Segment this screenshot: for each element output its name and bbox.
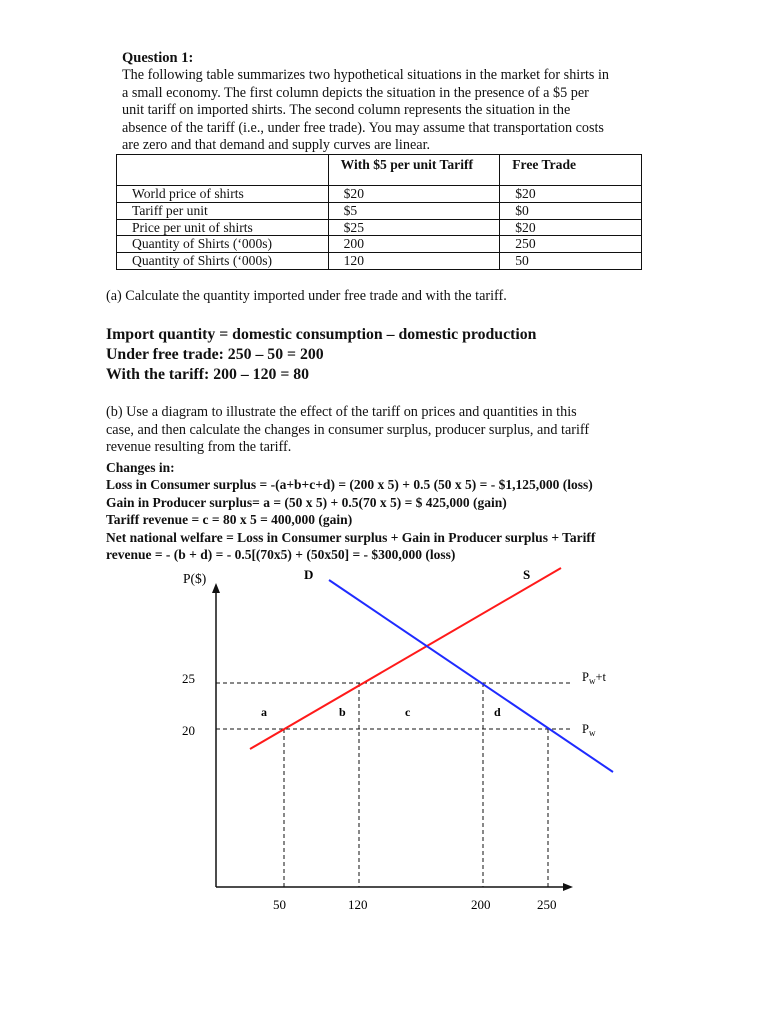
calc-line: Tariff revenue = c = 80 x 5 = 400,000 (gain): [106, 512, 353, 528]
x-tick-200: 200: [471, 897, 491, 912]
world-price-label-main: P: [582, 722, 589, 736]
table-header-tariff: With $5 per unit Tariff: [328, 155, 500, 186]
calc-line: revenue = - (b + d) = - 0.5[(70x5) + (50x50] = - $300,000 (loss): [106, 547, 456, 563]
intro-line: are zero and that demand and supply curves are linear.: [122, 137, 431, 154]
prompt-line: revenue resulting from the tariff.: [106, 439, 292, 456]
prompt-line: case, and then calculate the changes in consumer surplus, producer surplus, and tariff: [106, 421, 590, 438]
intro-line: unit tariff on imported shirts. The second column represents the situation in the: [122, 102, 571, 119]
area-label-b: b: [339, 705, 346, 719]
y-tick-25: 25: [182, 671, 195, 686]
supply-label: S: [523, 567, 531, 582]
tariff-price-label-main: P: [582, 670, 589, 684]
demand-curve: [329, 580, 613, 772]
tariff-price-label-sub: w: [588, 676, 596, 686]
x-tick-50: 50: [273, 897, 286, 912]
table-cell: 250: [500, 236, 642, 253]
x-tick-120: 120: [348, 897, 368, 912]
prompt-line: (b) Use a diagram to illustrate the effect of the tariff on prices and quantities in this: [106, 404, 577, 420]
table-cell: $20: [328, 186, 500, 203]
table-cell: $0: [500, 202, 642, 219]
part-a-prompt: (a) Calculate the quantity imported under free trade and with the tariff.: [106, 288, 507, 304]
calc-line: Net national welfare = Loss in Consumer surplus + Gain in Producer surplus + Tariff: [106, 529, 596, 545]
table-cell: Quantity of Shirts (‘000s): [117, 253, 329, 270]
world-price-label-sub: w: [588, 728, 596, 738]
supply-curve: [250, 568, 561, 749]
question-title: Question 1:: [122, 50, 194, 66]
calc-line: Changes in:: [106, 460, 175, 475]
x-axis-arrow-icon: [563, 883, 573, 891]
table-cell: $20: [500, 219, 642, 236]
tariff-price-label: [582, 670, 607, 686]
table-header-free-trade: Free Trade: [500, 155, 642, 186]
table-cell: $20: [500, 186, 642, 203]
answer-line: With the tariff: 200 – 120 = 80: [106, 366, 310, 383]
calc-line: Gain in Producer surplus= a = (50 x 5) + 0.5(70 x 5) = $ 425,000 (gain): [106, 494, 507, 510]
world-price-label: [582, 722, 596, 738]
answer-line: Under free trade: 250 – 50 = 200: [106, 346, 324, 363]
table-cell: $5: [328, 202, 500, 219]
table-cell: Tariff per unit: [117, 202, 329, 219]
area-label-c: c: [405, 705, 411, 719]
table-cell: $25: [328, 219, 500, 236]
answer-line: Import quantity = domestic consumption – domestic production: [106, 326, 537, 343]
table-cell: 200: [328, 236, 500, 253]
intro-line: a small economy. The first column depicts the situation in the presence of a $5 per: [122, 84, 589, 101]
table-cell: Quantity of Shirts (‘000s): [117, 236, 329, 253]
table-cell: 50: [500, 253, 642, 270]
calc-line: Loss in Consumer surplus = -(a+b+c+d) = (200 x 5) + 0.5 (50 x 5) = - $1,125,000 (loss): [106, 477, 593, 493]
intro-line: The following table summarizes two hypothetical situations in the market for shirts in: [122, 67, 610, 83]
table-cell: World price of shirts: [117, 186, 329, 203]
demand-label: D: [304, 567, 314, 582]
y-axis-arrow-icon: [212, 583, 220, 593]
area-label-a: a: [261, 705, 267, 719]
intro-line: absence of the tariff (i.e., under free trade). You may assume that transportation costs: [122, 119, 604, 136]
table-cell: 120: [328, 253, 500, 270]
y-axis-label: P($): [183, 571, 207, 586]
table-cell: Price per unit of shirts: [117, 219, 329, 236]
tariff-price-label-tail: +t: [595, 670, 606, 684]
y-tick-20: 20: [182, 723, 195, 738]
x-tick-250: 250: [537, 897, 557, 912]
area-label-d: d: [494, 705, 501, 719]
